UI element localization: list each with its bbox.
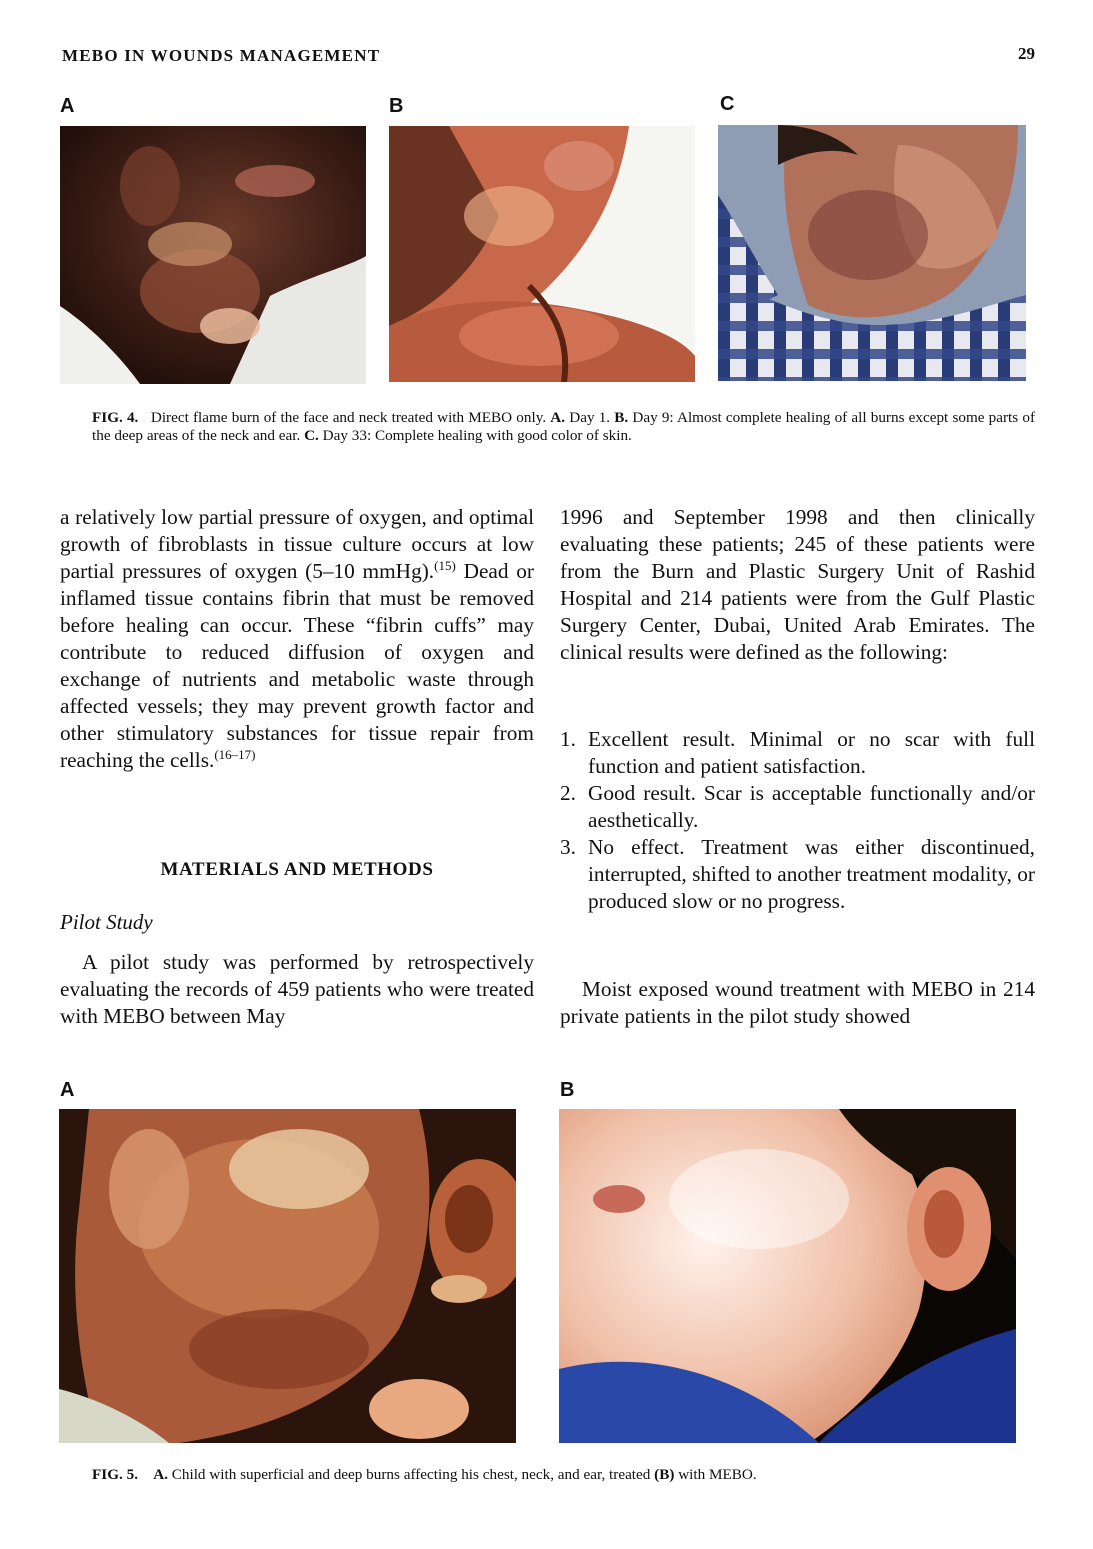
list-item-number: 3. bbox=[560, 835, 576, 859]
fig4-caption-text: Direct flame burn of the face and neck treated with MEBO only. bbox=[150, 409, 547, 426]
fig4-caption-label-c: C. bbox=[304, 427, 319, 444]
running-title: MEBO IN WOUNDS MANAGEMENT bbox=[62, 46, 381, 65]
list-item bbox=[560, 834, 1035, 915]
left-column bbox=[60, 504, 534, 774]
left-para1b-text: Dead or inflamed tissue contains fibrin that must be removed before healing can occur. These “fibrin cuffs” may contribute to reduced diffusion of oxygen and exchange of nutrients and metabolic waste through affected vessels; they may prevent growth factor and other stimulatory substances for tissue repair from reaching the cells. bbox=[60, 559, 535, 772]
list-item bbox=[560, 780, 1035, 834]
fig4-panel-c-label: C bbox=[720, 93, 735, 115]
right-paragraph-2 bbox=[560, 976, 1035, 1030]
list-item-number: 1. bbox=[560, 727, 576, 751]
left-para2-text: A pilot study was performed by retrospectively evaluating the records of 459 patients who were treated with MEBO between May bbox=[60, 950, 534, 1028]
fig5-caption-label: FIG. 5. bbox=[92, 1466, 138, 1483]
fig4-caption-text-a: Day 1. bbox=[569, 409, 611, 426]
fig4-caption-label-a: A. bbox=[550, 409, 566, 426]
left-paragraph-1 bbox=[60, 504, 534, 774]
ref-16-17: (16–17) bbox=[214, 746, 256, 762]
left-paragraph-2 bbox=[60, 949, 534, 1030]
fig4-photo-a bbox=[60, 126, 366, 384]
section-heading: MATERIALS AND METHODS bbox=[160, 859, 434, 880]
fig4-photo-b bbox=[389, 126, 695, 382]
right-paragraph-1 bbox=[560, 504, 1035, 666]
fig4-caption-text-b: Day 9: Almost complete healing of all burns except some parts of the deep areas of the neck and ear. bbox=[92, 409, 1036, 444]
right-para2-text: Moist exposed wound treatment with MEBO in 214 private patients in the pilot study showed bbox=[560, 977, 1035, 1028]
fig5-caption bbox=[92, 1466, 1035, 1484]
results-list bbox=[560, 726, 1035, 915]
fig5-caption-text-a: Child with superficial and deep burns affecting his chest, neck, and ear, treated bbox=[171, 1466, 651, 1483]
list-item-number: 2. bbox=[560, 781, 576, 805]
fig5-photo-a bbox=[59, 1109, 516, 1443]
list-item-text: Excellent result. Minimal or no scar with full function and patient satisfaction. bbox=[588, 727, 1035, 778]
fig5-caption-label-a: A. bbox=[153, 1466, 168, 1483]
fig5-caption-text-b: with MEBO. bbox=[678, 1466, 757, 1483]
fig5-photo-b bbox=[559, 1109, 1016, 1443]
list-item-text: No effect. Treatment was either discontinued, interrupted, shifted to another treatment modality, or produced slow or no progress. bbox=[588, 835, 1035, 913]
right-para1-text: 1996 and September 1998 and then clinically evaluating these patients; 245 of these patients were from the Burn and Plastic Surgery Unit of Rashid Hospital and 214 patients were from the Gulf Plastic Surgery Center, Dubai, United Arab Emirates. The clinical results were defined as the following: bbox=[560, 505, 1035, 664]
fig4-photo-c bbox=[718, 125, 1026, 381]
fig5-panel-a-label: A bbox=[60, 1079, 75, 1101]
fig4-caption bbox=[92, 409, 1035, 445]
fig4-caption-label: FIG. 4. bbox=[92, 409, 139, 426]
fig4-caption-label-b: B. bbox=[614, 409, 629, 426]
fig5-caption-label-b: (B) bbox=[654, 1466, 675, 1483]
list-item bbox=[560, 726, 1035, 780]
fig5-panel-b-label: B bbox=[560, 1079, 575, 1101]
page-number: 29 bbox=[1018, 44, 1035, 63]
ref-15: (15) bbox=[434, 557, 456, 573]
list-item-text: Good result. Scar is acceptable functionally and/or aesthetically. bbox=[588, 781, 1035, 832]
fig4-caption-text-c: Day 33: Complete healing with good color of skin. bbox=[322, 427, 632, 444]
subsection-heading: Pilot Study bbox=[60, 910, 153, 934]
left-para1-text: a relatively low partial pressure of oxygen, and optimal growth of fibroblasts in tissue culture occurs at low partial pressures of oxygen (5–10 mmHg). bbox=[60, 505, 534, 583]
fig4-panel-b-label: B bbox=[389, 95, 404, 117]
fig4-panel-a-label: A bbox=[60, 95, 75, 117]
